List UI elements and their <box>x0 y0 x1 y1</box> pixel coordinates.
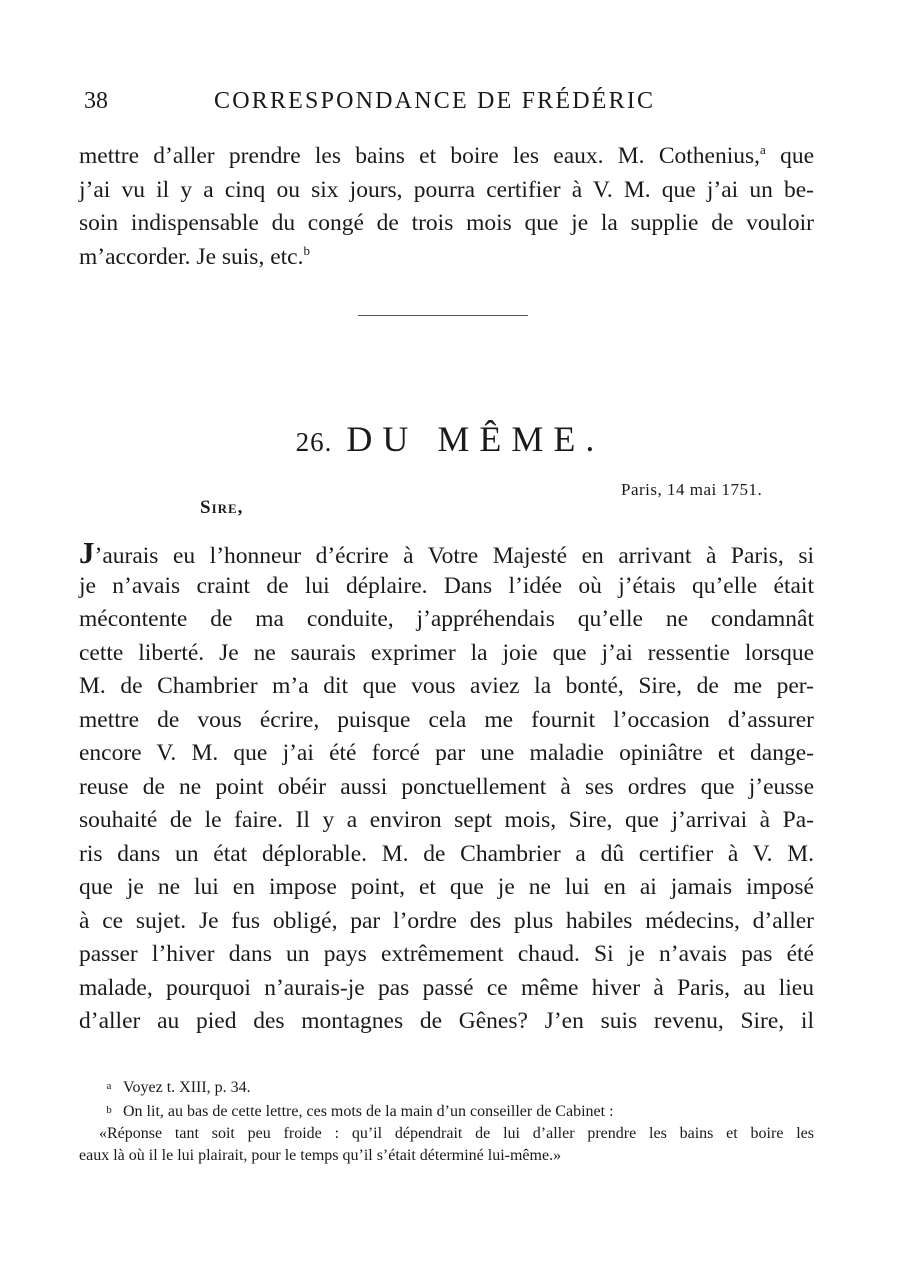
running-head: CORRESPONDANCE DE FRÉDÉRIC <box>214 88 656 114</box>
footnote-text: On lit, au bas de cette lettre, ces mots de la main d’un conseiller de Cabinet : <box>123 1103 614 1120</box>
text-line-content: m’accorder. Je suis, etc. <box>79 243 304 270</box>
text-line: d’aller au pied des montagnes de Gênes? J’en suis revenu, Sire, il <box>79 1008 814 1034</box>
text-line: encore V. M. que j’ai été forcé par une maladie opiniâtre et dange- <box>79 740 814 766</box>
text-line <box>79 536 814 570</box>
section-divider <box>358 315 528 316</box>
text-line: reuse de ne point obéir aussi ponctuellement à ses ordres que j’eusse <box>79 773 814 800</box>
text-line: souhaité de le faire. Il y a environ sept mois, Sire, que j’arrivai à Pa- <box>79 807 814 833</box>
text-line <box>79 140 814 174</box>
continuation-paragraph <box>79 140 814 274</box>
text-line: mettre de vous écrire, puisque cela me fournit l’occasion d’assurer <box>79 706 814 733</box>
text-line: ris dans un état déplorable. M. de Chambrier a dû certifier à V. M. <box>79 840 814 867</box>
footnotes <box>79 1075 814 1167</box>
text-line-content: que <box>765 143 814 169</box>
text-line-content: ’aurais eu l’honneur d’écrire à Votre Majesté en arrivant à Paris, si <box>94 543 814 569</box>
footnote-mark: b <box>106 1104 112 1116</box>
footnote-quote-line: eaux là où il le lui plairait, pour le temps qu’il s’était déterminé lui-même.» <box>79 1147 562 1164</box>
salutation: Sire, <box>200 497 244 518</box>
text-line: soin indispensable du congé de trois mois que je la supplie de vouloir <box>79 210 814 236</box>
text-line: j’ai vu il y a cinq ou six jours, pourra certifier à V. M. que j’ai un be- <box>79 176 814 203</box>
footnote-quote-line: «Réponse tant soit peu froide : qu’il dépendrait de lui d’aller prendre les bains et boire les <box>99 1125 814 1142</box>
dateline: Paris, 14 mai 1751. <box>621 480 763 499</box>
footnote-a <box>79 1075 814 1099</box>
footnote-b <box>79 1099 814 1123</box>
section-number: 26. <box>295 427 333 457</box>
text-line: à ce sujet. Je fus obligé, par l’ordre des plus habiles médecins, d’aller <box>79 907 814 934</box>
letter-body <box>79 536 814 1039</box>
text-line: je n’avais craint de lui déplaire. Dans l’idée où j’étais qu’elle était <box>79 572 814 599</box>
text-line: mécontente de ma conduite, j’appréhendais qu’elle ne condamnât <box>79 606 814 632</box>
text-line: que je ne lui en impose point, et que je ne lui en ai jamais imposé <box>79 874 814 900</box>
section-title: DU MÊME. <box>346 419 605 459</box>
drop-cap: J <box>79 535 95 570</box>
page-header <box>84 88 824 122</box>
text-line: cette liberté. Je ne saurais exprimer la joie que j’ai ressentie lorsque <box>79 639 814 666</box>
footnote-ref-a[interactable]: a <box>760 142 766 157</box>
page-number: 38 <box>84 88 108 114</box>
text-line: passer l’hiver dans un pays extrêmement chaud. Si je n’avais pas été <box>79 941 814 967</box>
text-line: M. de Chambrier m’a dit que vous aviez la bonté, Sire, de me per- <box>79 673 814 699</box>
section-heading <box>0 418 900 460</box>
footnote-mark: a <box>106 1080 112 1092</box>
text-line-content: mettre d’aller prendre les bains et boire les eaux. M. Cothenius, <box>79 143 761 169</box>
footnote-ref-b[interactable]: b <box>303 242 310 258</box>
text-line: malade, pourquoi n’aurais-je pas passé ce même hiver à Paris, au lieu <box>79 974 814 1001</box>
text-line <box>79 241 814 275</box>
footnote-text: Voyez t. XIII, p. 34. <box>123 1079 251 1096</box>
